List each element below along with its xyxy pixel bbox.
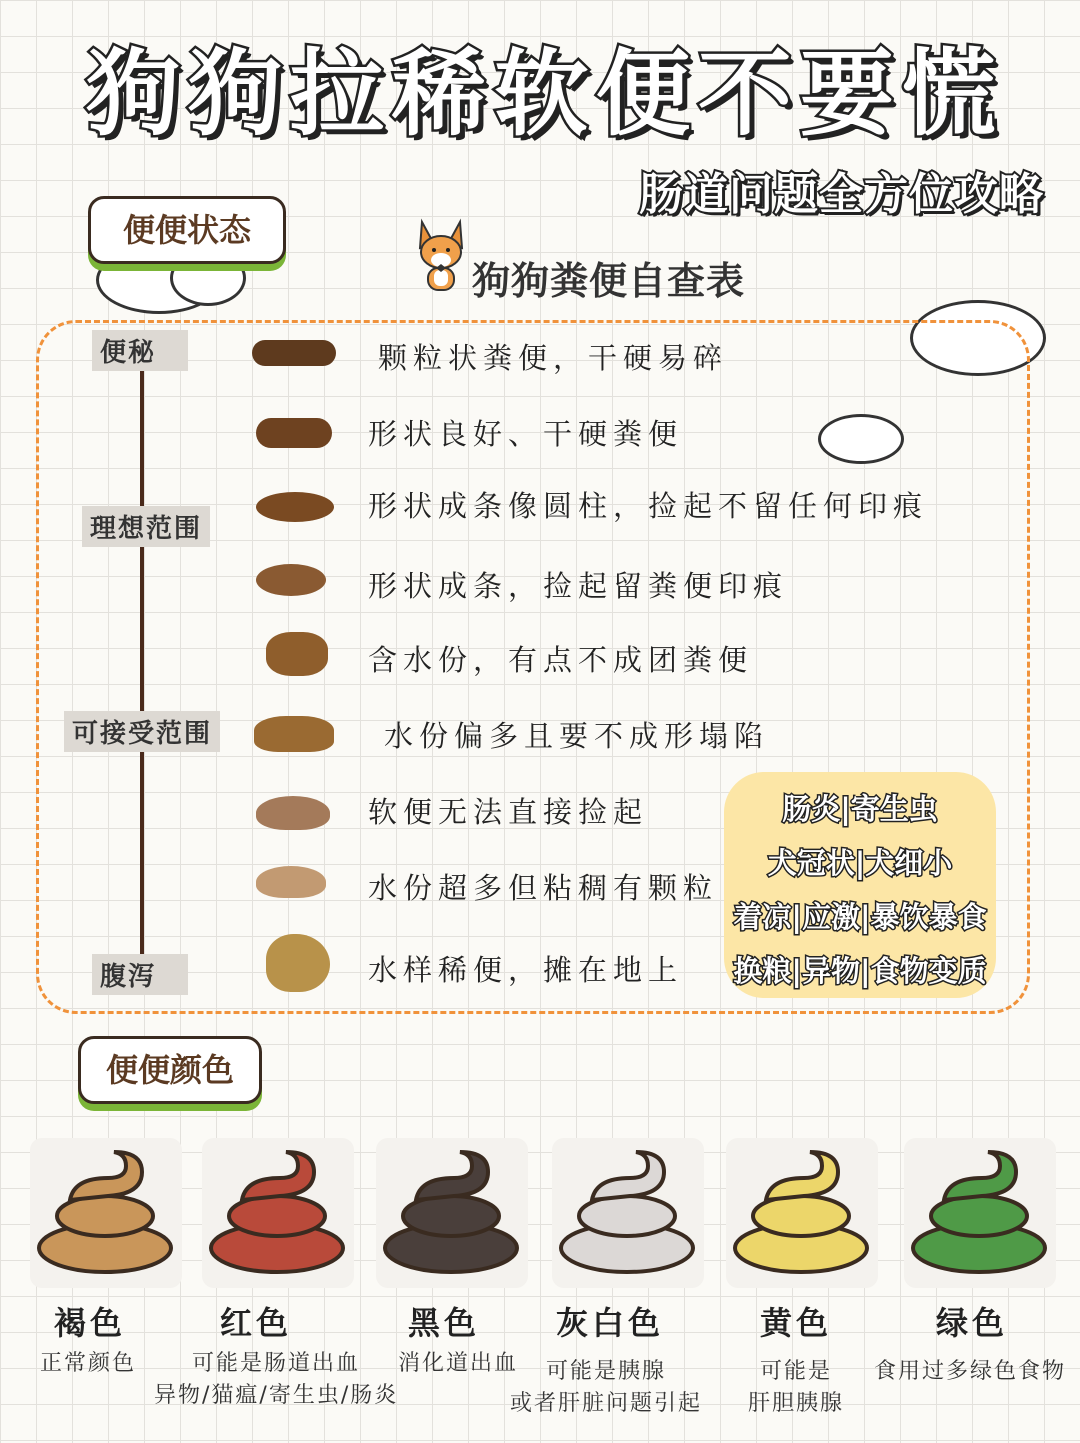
corgi-icon [414, 218, 470, 296]
poop-layer [57, 1196, 153, 1236]
cause-line: 着凉|应激|暴饮暴食 [733, 900, 987, 934]
poop-layer [70, 1152, 142, 1200]
poop-color-card [30, 1138, 182, 1288]
stool-desc: 软便无法直接捡起 [368, 795, 649, 829]
poop-color-card [726, 1138, 878, 1288]
poop-icon [552, 1138, 702, 1278]
stool-desc: 含水份，有点不成团粪便 [368, 643, 754, 677]
stool-image [254, 716, 334, 752]
poop-icon [904, 1138, 1054, 1278]
poop-icon [726, 1138, 876, 1278]
poop-icon [30, 1138, 180, 1278]
poop-layer [944, 1152, 1016, 1200]
stool-image [256, 418, 332, 448]
section-tag-state [88, 196, 286, 264]
stool-desc: 水份超多但粘稠有颗粒 [368, 871, 719, 905]
stool-desc: 形状成条，捡起留粪便印痕 [368, 569, 789, 603]
poop-layer [931, 1196, 1027, 1236]
page-title: 狗狗拉稀软便不要慌 [85, 40, 1004, 149]
color-desc: 可能是肠道出血 [192, 1351, 361, 1376]
stool-desc: 形状良好、干硬粪便 [368, 417, 684, 451]
range-label-constipation: 便秘 [92, 330, 188, 371]
section-tag-color [78, 1036, 262, 1104]
poop-layer [753, 1196, 849, 1236]
cause-line: 肠炎|寄生虫 [782, 792, 938, 826]
stool-image [256, 866, 326, 898]
poop-color-card [904, 1138, 1056, 1288]
scale-line [140, 365, 144, 970]
color-name: 灰白色 [555, 1304, 664, 1342]
poop-icon [202, 1138, 352, 1278]
range-label-acceptable: 可接受范围 [64, 711, 220, 752]
section-tag-state-label: 便便状态 [122, 211, 251, 249]
color-name: 黑色 [407, 1304, 480, 1342]
poop-layer [229, 1196, 325, 1236]
stool-image [256, 796, 330, 830]
color-name: 褐色 [53, 1304, 126, 1342]
poop-color-card [376, 1138, 528, 1288]
section-tag-color-label: 便便颜色 [105, 1051, 234, 1089]
stool-image [252, 340, 336, 366]
poop-layer [592, 1152, 664, 1200]
cause-line: 犬冠状|犬细小 [767, 846, 953, 880]
stool-desc: 形状成条像圆柱，捡起不留任何印痕 [368, 489, 929, 523]
chart-title: 狗狗粪便自查表 [472, 259, 746, 303]
color-desc: 消化道出血 [398, 1351, 519, 1376]
stool-desc: 水份偏多且要不成形塌陷 [384, 719, 770, 753]
poop-icon [376, 1138, 526, 1278]
poop-layer [242, 1152, 314, 1200]
range-label-diarrhea: 腹泻 [92, 954, 188, 995]
stool-desc: 颗粒状粪便，干硬易碎 [378, 341, 729, 375]
range-label-ideal: 理想范围 [82, 506, 210, 547]
poop-color-card [552, 1138, 704, 1288]
poop-layer [579, 1196, 675, 1236]
color-desc: 肝胆胰腺 [748, 1391, 845, 1416]
cause-line: 换粮|异物|食物变质 [733, 954, 987, 988]
causes-box [724, 772, 996, 998]
color-name: 绿色 [935, 1304, 1008, 1342]
stool-desc: 水样稀便，摊在地上 [368, 953, 684, 987]
color-desc: 或者肝脏问题引起 [510, 1391, 703, 1416]
poop-color-card [202, 1138, 354, 1288]
stool-image [256, 492, 334, 522]
poop-layer [416, 1152, 488, 1200]
poop-layer [403, 1196, 499, 1236]
stool-image [266, 632, 328, 676]
color-desc: 可能是胰腺 [546, 1359, 667, 1384]
stool-image [266, 934, 330, 992]
poop-layer [766, 1152, 838, 1200]
color-name: 黄色 [759, 1304, 832, 1342]
stool-image [256, 564, 326, 596]
page-subtitle: 肠道问题全方位攻略 [639, 169, 1044, 220]
color-desc: 食用过多绿色食物 [874, 1359, 1067, 1384]
color-desc: 可能是 [760, 1359, 833, 1384]
color-desc: 异物/猫瘟/寄生虫/肠炎 [154, 1383, 399, 1408]
color-name: 红色 [219, 1304, 292, 1342]
color-desc: 正常颜色 [40, 1351, 137, 1376]
